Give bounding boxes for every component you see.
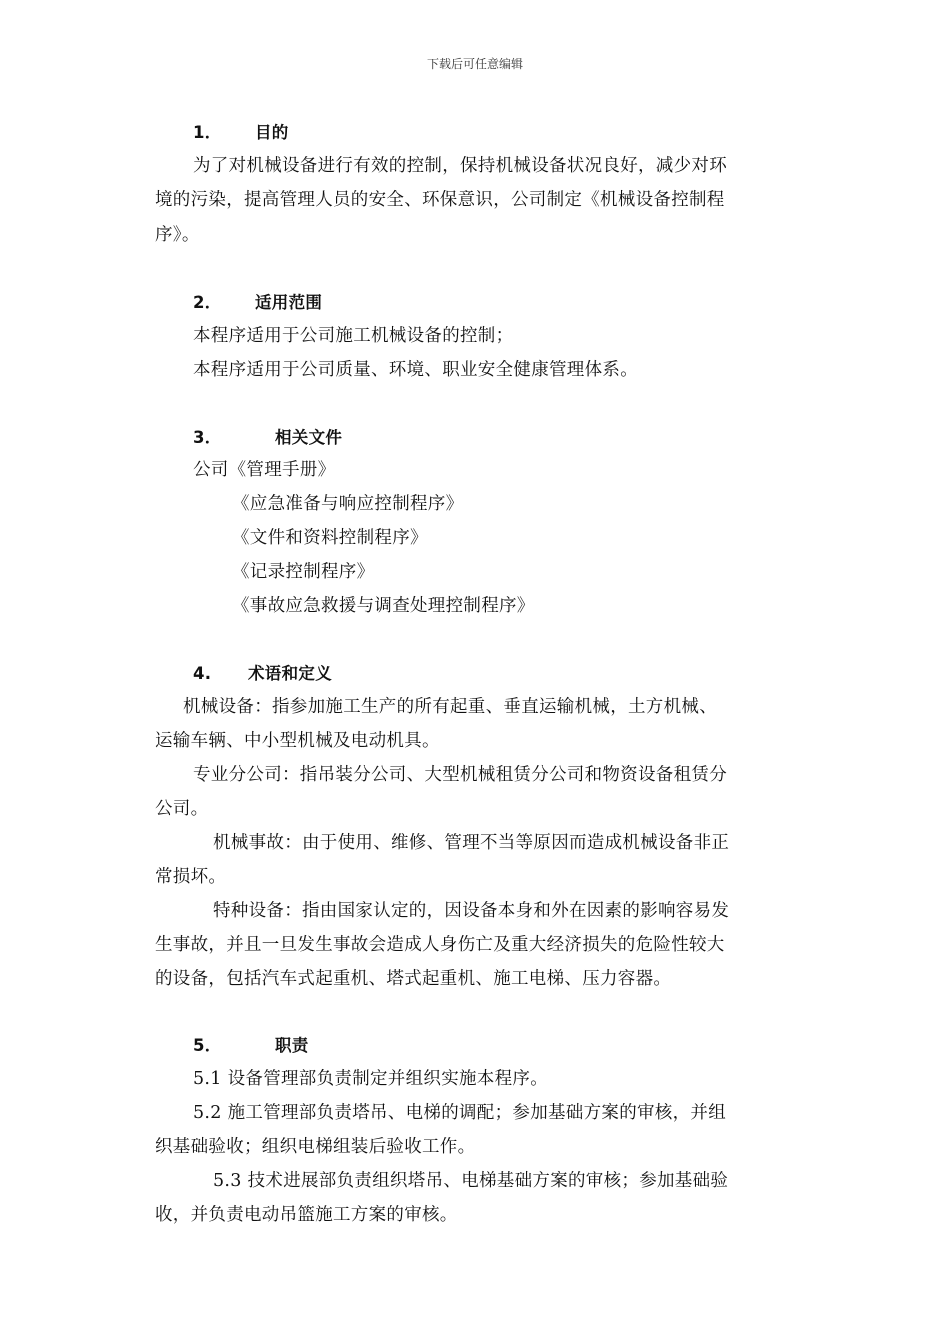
section-3-line-1: 公司《管理手册》 [193, 460, 336, 480]
section-2-line-2: 本程序适用于公司质量、环境、职业安全健康管理体系。 [193, 360, 638, 380]
section-4-title: 术语和定义 [248, 664, 332, 683]
section-3-line-3: 《文件和资料控制程序》 [232, 528, 428, 548]
section-5-heading [193, 1033, 843, 1059]
section-4-line-7: 特种设备：指由国家认定的，因设备本身和外在因素的影响容易发 [213, 901, 730, 921]
section-5-line-2: 5.2 施工管理部负责塔吊、电梯的调配；参加基础方案的审核，并组 [193, 1103, 726, 1123]
section-4-line-4: 公司。 [155, 799, 209, 819]
section-4-heading [193, 661, 843, 687]
section-1-heading [193, 120, 843, 146]
section-1-number: 1． [193, 123, 222, 142]
section-2-number: 2． [193, 293, 222, 312]
section-5-number: 5． [193, 1036, 222, 1055]
section-4-line-2: 运输车辆、中小型机械及电动机具。 [155, 731, 440, 751]
section-1-title: 目的 [255, 123, 289, 142]
section-4-number: 4. [193, 664, 212, 683]
section-1-line-1: 为了对机械设备进行有效的控制，保持机械设备状况良好，减少对环 [193, 156, 727, 176]
section-3-line-5: 《事故应急救援与调查处理控制程序》 [232, 596, 535, 616]
section-1-line-3: 序》。 [155, 225, 200, 245]
section-3-number: 3． [193, 428, 222, 447]
section-4-line-5: 机械事故：由于使用、维修、管理不当等原因而造成机械设备非正 [213, 833, 730, 853]
section-2-title: 适用范围 [255, 293, 323, 312]
section-5-line-3: 织基础验收；组织电梯组装后验收工作。 [155, 1137, 476, 1157]
section-1-line-2: 境的污染，提高管理人员的安全、环保意识，公司制定《机械设备控制程 [155, 190, 725, 210]
section-3-heading [193, 425, 843, 451]
section-2-line-1: 本程序适用于公司施工机械设备的控制； [193, 326, 514, 346]
section-5-line-4: 5.3 技术进展部负责组织塔吊、电梯基础方案的审核；参加基础验 [213, 1171, 729, 1191]
section-4-line-6: 常损坏。 [155, 867, 227, 887]
section-3-line-4: 《记录控制程序》 [232, 562, 375, 582]
section-3-title: 相关文件 [275, 428, 343, 447]
section-5-line-1: 5.1 设备管理部负责制定并组织实施本程序。 [193, 1069, 548, 1089]
section-5-line-5: 收，并负责电动吊篮施工方案的审核。 [155, 1205, 458, 1225]
section-5-title: 职责 [275, 1036, 309, 1055]
section-4-line-3: 专业分公司：指吊装分公司、大型机械租赁分公司和物资设备租赁分 [193, 765, 727, 785]
page-header: 下载后可任意编辑 [426, 57, 523, 71]
section-4-line-8: 生事故，并且一旦发生事故会造成人身伤亡及重大经济损失的危险性较大 [155, 935, 725, 955]
section-3-line-2: 《应急准备与响应控制程序》 [232, 494, 464, 514]
section-2-heading [193, 290, 843, 316]
section-4-line-9: 的设备，包括汽车式起重机、塔式起重机、施工电梯、压力容器。 [155, 969, 672, 989]
section-4-line-1: 机械设备：指参加施工生产的所有起重、垂直运输机械，土方机械、 [183, 697, 717, 717]
